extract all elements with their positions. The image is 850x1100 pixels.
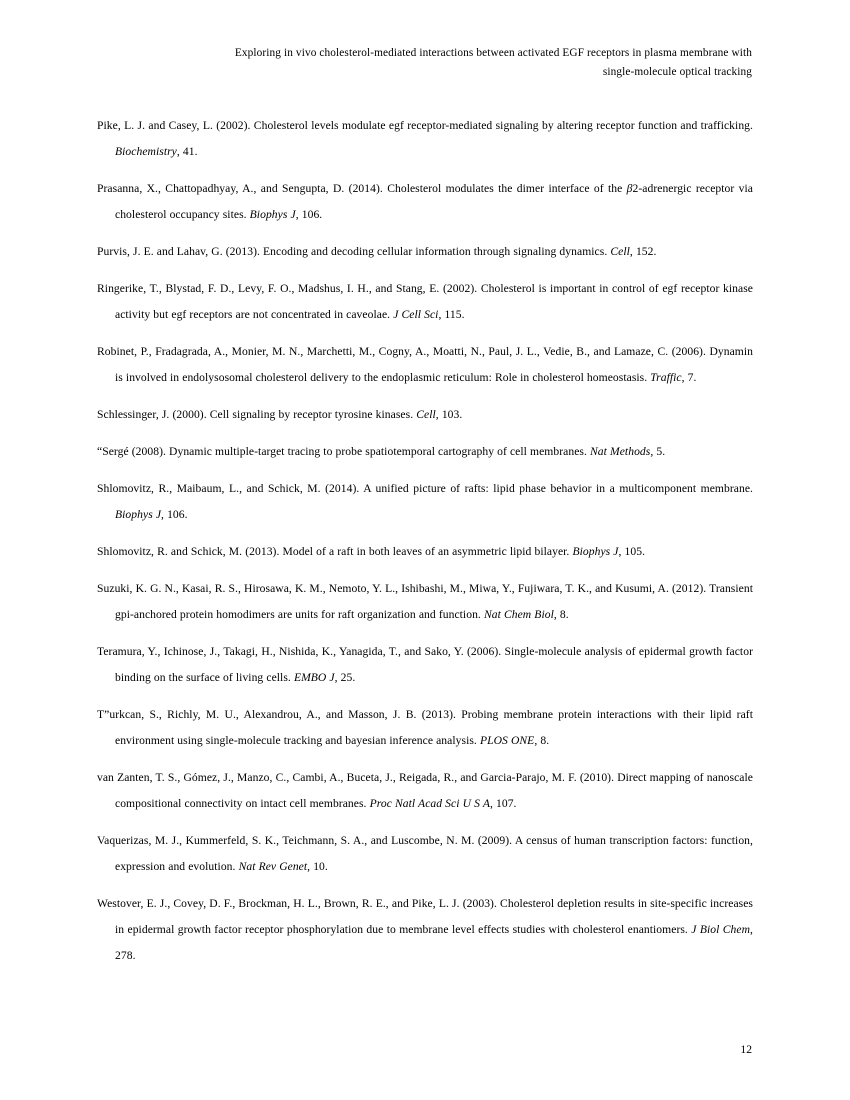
reference-journal-name: Nat Chem Biol <box>483 608 554 621</box>
reference-journal-name: Traffic <box>650 371 682 384</box>
reference-volume: , 278. <box>115 923 753 962</box>
reference-entry <box>97 476 753 528</box>
reference-list <box>97 113 753 969</box>
reference-authors-title: Purvis, J. E. and Lahav, G. (2013). Encoding and decoding cellular information through signaling dynamics. <box>97 245 611 258</box>
reference-entry <box>97 765 753 817</box>
reference-volume: , 8. <box>534 734 550 747</box>
reference-authors-title: Shlomovitz, R., Maibaum, L., and Schick, M. (2014). A unified picture of rafts: lipid phase behavior in a multicomponent membrane. <box>97 482 753 495</box>
reference-entry <box>97 113 753 165</box>
reference-entry <box>97 576 753 628</box>
reference-journal-name: Nat Rev Genet <box>238 860 308 873</box>
reference-entry <box>97 439 753 465</box>
reference-entry <box>97 539 753 565</box>
reference-journal-name: Biophys J <box>249 208 296 221</box>
reference-authors-title: Shlomovitz, R. and Schick, M. (2013). Model of a raft in both leaves of an asymmetric lipid bilayer. <box>97 545 573 558</box>
reference-authors-title: T”urkcan, S., Richly, M. U., Alexandrou, A., and Masson, J. B. (2013). Probing membrane protein interactions with their lipid raft environment using single-molecule tracking and bayesian inference analysis. <box>97 708 753 747</box>
reference-volume: , 7. <box>681 371 697 384</box>
reference-authors-title: Robinet, P., Fradagrada, A., Monier, M. N., Marchetti, M., Cogny, A., Moatti, N., Paul, J. L., Vedie, B., and Lamaze, C. (2006). Dynamin is involved in endolysosomal cholesterol delivery to the endoplasmic reticulum: Role in cholesterol homeostasis. <box>97 345 753 384</box>
reference-journal-name: Biochemistry <box>115 145 177 158</box>
reference-journal-name: J Biol Chem <box>691 923 751 936</box>
reference-authors-title: Schlessinger, J. (2000). Cell signaling by receptor tyrosine kinases. <box>97 408 417 421</box>
reference-volume: , 5. <box>650 445 666 458</box>
reference-journal-name: J Cell Sci <box>393 308 439 321</box>
reference-authors-title: van Zanten, T. S., Gómez, J., Manzo, C., Cambi, A., Buceta, J., Reigada, R., and Garcia-Parajo, M. F. (2010). Direct mapping of nanoscale compositional connectivity on intact cell membranes. <box>97 771 753 810</box>
reference-volume: , 152. <box>629 245 657 258</box>
reference-symbol-beta: β <box>626 182 633 195</box>
reference-journal-name: Cell <box>416 408 436 421</box>
reference-entry <box>97 828 753 880</box>
reference-entry <box>97 276 753 328</box>
running-header-line-1: Exploring in vivo cholesterol-mediated interactions between activated EGF receptors in plasma membrane with <box>234 47 752 59</box>
reference-journal-name: Cell <box>610 245 630 258</box>
reference-journal-name: PLOS ONE <box>479 734 535 747</box>
reference-journal-name: EMBO J <box>293 671 335 684</box>
page-folio <box>98 1042 752 1058</box>
running-header-line-2: single-molecule optical tracking <box>602 66 752 78</box>
reference-entry <box>97 639 753 691</box>
reference-volume: , 103. <box>435 408 463 421</box>
reference-volume: , 10. <box>307 860 328 873</box>
reference-entry <box>97 239 753 265</box>
reference-volume: , 106. <box>295 208 323 221</box>
reference-authors-title: Prasanna, X., Chattopadhyay, A., and Sengupta, D. (2014). Cholesterol modulates the dimer interface of the <box>97 182 627 195</box>
reference-authors-title: “Sergé (2008). Dynamic multiple-target tracing to probe spatiotemporal cartography of cell membranes. <box>97 445 591 458</box>
reference-entry <box>97 702 753 754</box>
reference-volume: , 106. <box>161 508 188 521</box>
reference-title-continued: 2-adrenergic receptor via cholesterol occupancy sites. <box>115 182 753 221</box>
running-header <box>98 44 752 82</box>
reference-entry <box>97 339 753 391</box>
page-number: 12 <box>740 1043 752 1056</box>
reference-volume: , 105. <box>618 545 646 558</box>
reference-volume: , 25. <box>334 671 356 684</box>
reference-journal-name: Biophys J <box>572 545 619 558</box>
reference-authors-title: Westover, E. J., Covey, D. F., Brockman, H. L., Brown, R. E., and Pike, L. J. (2003). Cholesterol depletion results in site-specific increases in epidermal growth factor receptor phosphorylation due to membrane level effects studies with cholesterol enantiomers. <box>97 897 753 936</box>
reference-entry <box>97 176 753 228</box>
reference-journal-name: Biophys J <box>115 508 162 521</box>
reference-journal-name: Nat Methods <box>590 445 651 458</box>
reference-volume: , 41. <box>176 145 198 158</box>
reference-entry <box>97 402 753 428</box>
reference-journal-name: Proc Natl Acad Sci U S A <box>369 797 490 810</box>
reference-volume: , 115. <box>438 308 465 321</box>
reference-volume: , 8. <box>553 608 569 621</box>
reference-entry <box>97 891 753 969</box>
reference-authors-title: Vaquerizas, M. J., Kummerfeld, S. K., Teichmann, S. A., and Luscombe, N. M. (2009). A census of human transcription factors: function, expression and evolution. <box>97 834 753 873</box>
reference-authors-title: Teramura, Y., Ichinose, J., Takagi, H., Nishida, K., Yanagida, T., and Sako, Y. (2006). Single-molecule analysis of epidermal growth factor binding on the surface of living cells. <box>97 645 753 684</box>
reference-authors-title: Pike, L. J. and Casey, L. (2002). Cholesterol levels modulate egf receptor-mediated signaling by altering receptor function and trafficking. <box>97 119 753 132</box>
reference-volume: , 107. <box>489 797 517 810</box>
reference-authors-title: Suzuki, K. G. N., Kasai, R. S., Hirosawa, K. M., Nemoto, Y. L., Ishibashi, M., Miwa, Y., Fujiwara, T. K., and Kusumi, A. (2012). Transient gpi-anchored protein homodimers are units for raft organization and function. <box>97 582 753 621</box>
reference-authors-title: Ringerike, T., Blystad, F. D., Levy, F. O., Madshus, I. H., and Stang, E. (2002). Cholesterol is important in control of egf receptor kinase activity but egf receptors are not concentrated in caveolae. <box>97 282 753 321</box>
